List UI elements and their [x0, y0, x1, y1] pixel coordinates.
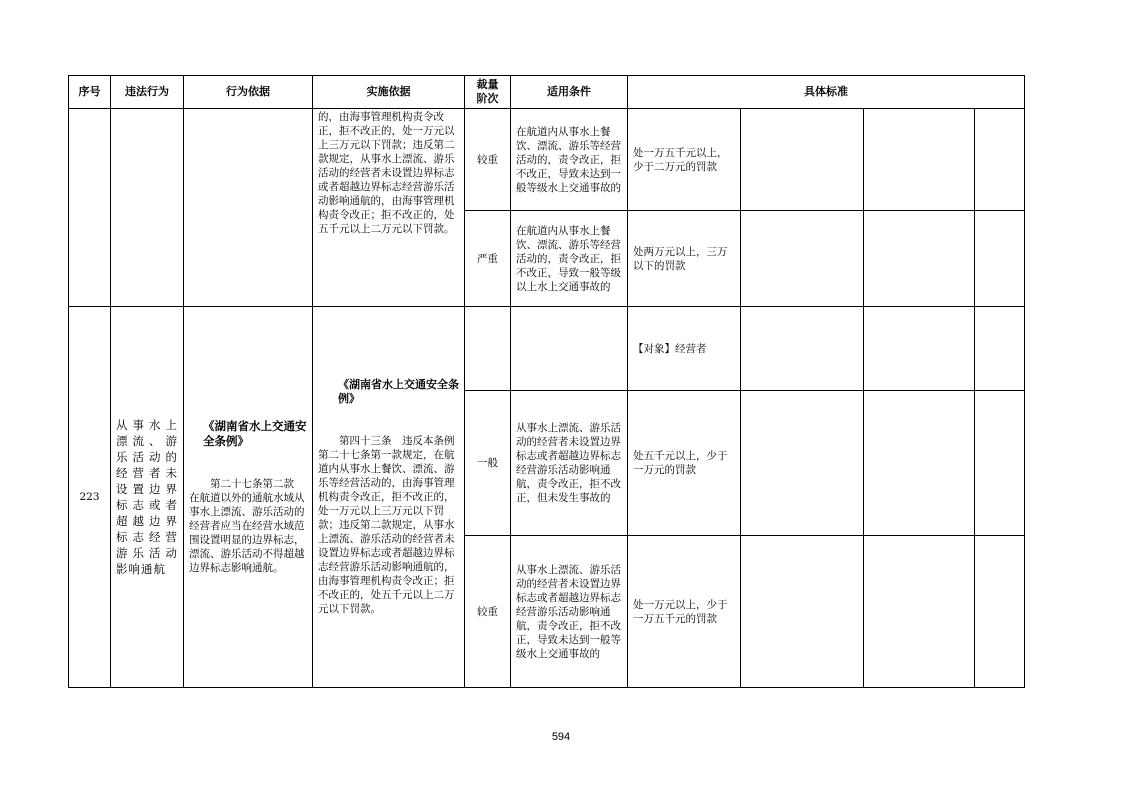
- header-violation: 违法行为: [111, 76, 184, 109]
- standard-text: 处一万元以上，少于一万五千元的罚款: [633, 598, 728, 625]
- basis-law-title: 《湖南省水上交通安全条例》: [203, 419, 307, 448]
- basis-text: 第二十七条第二款 在航道以外的通航水域从事水上漂流、游乐活动的经营者应当在经营水域范围设置明显的边界标志，漂流、游乐活动不得超越边界标志影响通航。: [189, 478, 305, 574]
- header-impl: 实施依据: [313, 76, 465, 109]
- empty-cell: [741, 536, 864, 688]
- empty-cell: [511, 307, 628, 391]
- basis-cell: [184, 307, 313, 688]
- empty-cell: [975, 307, 1025, 391]
- header-basis: 行为依据: [184, 76, 313, 109]
- level-cell: [465, 211, 511, 307]
- level-cell: [465, 536, 511, 688]
- cont-violation-cell: [111, 109, 184, 307]
- level-cell: [465, 109, 511, 211]
- condition-text: 从事水上漂流、游乐活动的经营者未设置边界标志或者超越边界标志经营游乐活动影响通航，责令改正，拒不改正，但未发生事故的: [516, 422, 621, 504]
- standard-cell: [628, 211, 741, 307]
- standard-text: 处五千元以上，少于一万元的罚款: [633, 450, 728, 476]
- standard-text: 处一万五千元以上，少于二万元的罚款: [633, 146, 728, 173]
- level-text: 较重: [477, 605, 498, 618]
- empty-cell: [741, 211, 864, 307]
- empty-cell: [864, 391, 975, 536]
- header-condition: 适用条件: [511, 76, 628, 109]
- header-seq: 序号: [69, 76, 111, 109]
- empty-cell: [465, 307, 511, 391]
- table-row: [69, 307, 1025, 391]
- empty-cell: [975, 109, 1025, 211]
- impl-law-title: 《湖南省水上交通安全条例》: [338, 378, 459, 405]
- level-cell: [465, 391, 511, 536]
- standard-text: 处两万元以上，三万以下的罚款: [633, 245, 728, 272]
- standard-cell: [628, 391, 741, 536]
- violation-text: 从事水上漂流、游乐活动的经营者未设置边界标志或者超越边界标志经营游乐活动影响通航: [116, 418, 178, 576]
- header-level: 裁量 阶次: [465, 76, 511, 109]
- level-text: 较重: [477, 153, 498, 166]
- seq-cell: [69, 307, 111, 688]
- empty-cell: [864, 109, 975, 211]
- empty-cell: [864, 211, 975, 307]
- empty-cell: [741, 109, 864, 211]
- condition-text: 在航道内从事水上餐饮、漂流、游乐等经营活动的，责令改正，拒不改正，导致未达到一般等级水上交通事故的: [516, 125, 621, 194]
- cont-basis-cell: [184, 109, 313, 307]
- level-text: 一般: [477, 457, 498, 469]
- cont-impl-text: 的，由海事管理机构责令改正，拒不改正的，处一万元以上三万元以下罚款；违反第二款规定，从事水上漂流、游乐活动的经营者未设置边界标志或者超越边界标志经营游乐活动影响通航的，由海事管理机构责令改正；拒不改正的，处五千元以上二万元以下罚款。: [318, 111, 455, 235]
- empty-cell: [975, 536, 1025, 688]
- table-row: [69, 109, 1025, 211]
- violation-cell: [111, 307, 184, 688]
- condition-text: 在航道内从事水上餐饮、漂流、游乐等经营活动的，责令改正，拒不改正，导致一般等级以上水上交通事故的: [516, 224, 621, 293]
- impl-text: 第四十三条 违反本条例第二十七条第一款规定，在航道内从事水上餐饮、漂流、游乐等经营活动的，由海事管理机构责令改正，拒不改正的，处一万元以上三万元以下罚款；违反第二款规定，从事水上漂流、游乐活动的经营者未设置边界标志或者超越边界标志经营游乐活动影响通航的，由海事管理机构责令改正；拒不改正的，处五千元以上二万元以下罚款。: [318, 435, 455, 615]
- impl-cell: [313, 307, 465, 688]
- empty-cell: [741, 307, 864, 391]
- empty-cell: [975, 211, 1025, 307]
- condition-cell: [511, 109, 628, 211]
- condition-cell: [511, 211, 628, 307]
- object-label: 【对象】经营者: [633, 342, 707, 355]
- level-text: 严重: [477, 252, 498, 265]
- cont-impl-cell: [313, 109, 465, 307]
- standard-cell: [628, 536, 741, 688]
- header-standard: 具体标准: [628, 76, 1025, 109]
- standard-cell: [628, 109, 741, 211]
- object-cell: [628, 307, 741, 391]
- penalty-table: [68, 75, 1025, 688]
- page-number: 594: [551, 731, 571, 743]
- empty-cell: [864, 307, 975, 391]
- cont-seq-cell: [69, 109, 111, 307]
- condition-text: 从事水上漂流、游乐活动的经营者未设置边界标志或者超越边界标志经营游乐活动影响通航，责令改正，拒不改正，导致未达到一般等级水上交通事故的: [516, 563, 621, 660]
- empty-cell: [975, 391, 1025, 536]
- seq-number: 223: [79, 491, 100, 503]
- empty-cell: [741, 391, 864, 536]
- header-row: [69, 76, 1025, 109]
- empty-cell: [864, 536, 975, 688]
- condition-cell: [511, 536, 628, 688]
- condition-cell: [511, 391, 628, 536]
